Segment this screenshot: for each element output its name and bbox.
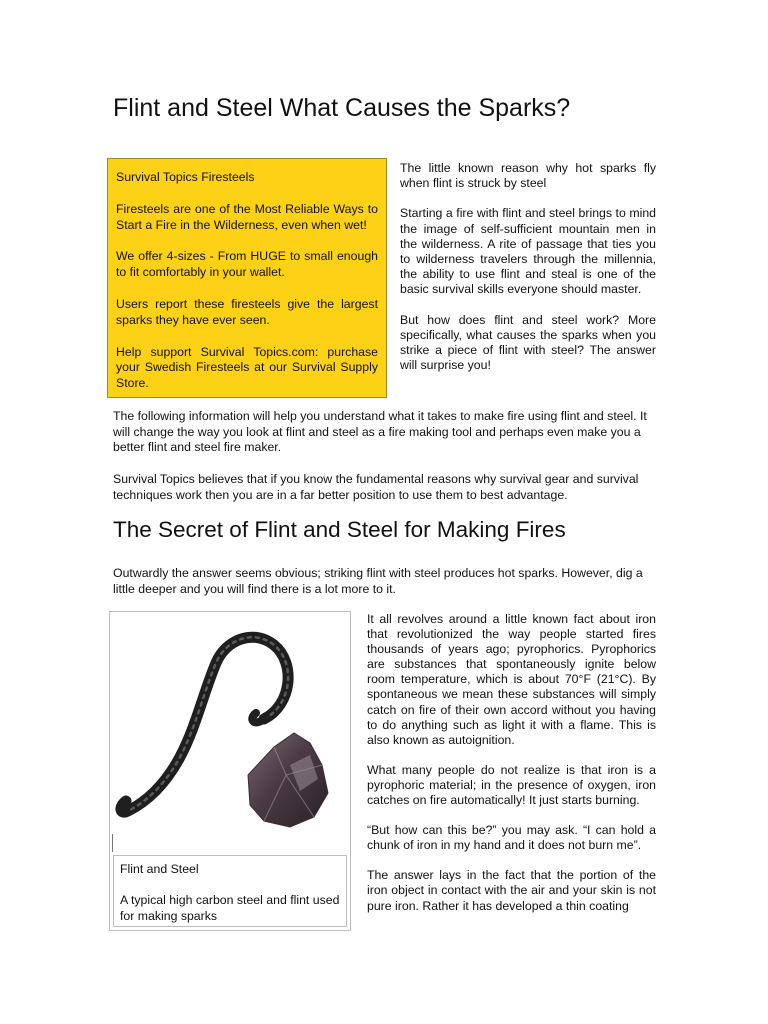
sidebar-paragraph: We offer 4-sizes - From HUGE to small enough to fit comfortably in your wallet.	[116, 249, 378, 280]
intro-paragraph: Starting a fire with flint and steel brings to mind the image of self-sufficient mountain men in the wilderness. A rite of passage that ties you to wilderness travelers through the millennia, the ability to use flint and steal is one of the basic survival skills everyone should master.	[400, 206, 656, 297]
page-title: Flint and Steel What Causes the Sparks?	[113, 94, 571, 122]
figure-divider	[112, 834, 113, 852]
pyrophorics-paragraph: The answer lays in the fact that the portion of the iron object in contact with the air and your skin is not pure iron. Rather it has developed a thin coating	[367, 868, 656, 913]
pyrophorics-paragraph: It all revolves around a little known fact about iron that revolutionized the way people started fires thousands of years ago; pyrophorics. Pyrophorics are substances that spontaneously ignite below room temperature, which is about 70°F (21°C). By spontaneous we mean these substances will simply catch on fire of their own accord without you having to do anything such as light it with a flame. This is also known as autoignition.	[367, 612, 656, 747]
sidebar-heading: Survival Topics Firesteels	[116, 170, 255, 184]
intro-paragraph: But how does flint and steel work? More specifically, what causes the sparks when you strike a piece of flint with steel? The answer will surprise you!	[400, 312, 656, 373]
caption-title: Flint and Steel	[120, 862, 199, 876]
firesteels-sidebar	[107, 158, 387, 398]
body-paragraph: Survival Topics believes that if you know the fundamental reasons why survival gear and survival techniques work then you are in a far better position to use them to best advantage.	[113, 472, 639, 502]
sidebar-paragraph: Help support Survival Topics.com: purchase your Swedish Firesteels at our Survival Supply Store.	[116, 344, 378, 391]
section-heading: The Secret of Flint and Steel for Making Fires	[113, 517, 566, 542]
sidebar-paragraph: Users report these firesteels give the largest sparks they have ever seen.	[116, 296, 378, 327]
pyrophorics-paragraph: “But how can this be?” you may ask. “I can hold a chunk of iron in my hand and it does not burn me”.	[367, 823, 656, 853]
caption-text: A typical high carbon steel and flint used for making sparks	[120, 893, 340, 923]
flint-and-steel-image	[114, 615, 348, 851]
section-paragraph: Outwardly the answer seems obvious; striking flint with steel produces hot sparks. However, dig a little deeper and you will find there is a lot more to it.	[113, 566, 643, 596]
figure-caption	[113, 855, 347, 927]
sidebar-paragraph: Firesteels are one of the Most Reliable Ways to Start a Fire in the Wilderness, even when wet!	[116, 201, 378, 232]
intro-paragraph: The little known reason why hot sparks fly when flint is struck by steel	[400, 161, 656, 191]
pyrophorics-paragraph: What many people do not realize is that iron is a pyrophoric material; in the presence of oxygen, iron catches on fire automatically! It just starts burning.	[367, 762, 656, 808]
pyrophorics-column	[367, 612, 656, 929]
intro-column	[400, 161, 656, 388]
body-paragraph: The following information will help you understand what it takes to make fire using flint and steel. It will change the way you look at flint and steel as a fire making tool and perhaps even make you a better flint and steel fire maker.	[113, 409, 647, 454]
flint-steel-figure	[109, 611, 351, 931]
